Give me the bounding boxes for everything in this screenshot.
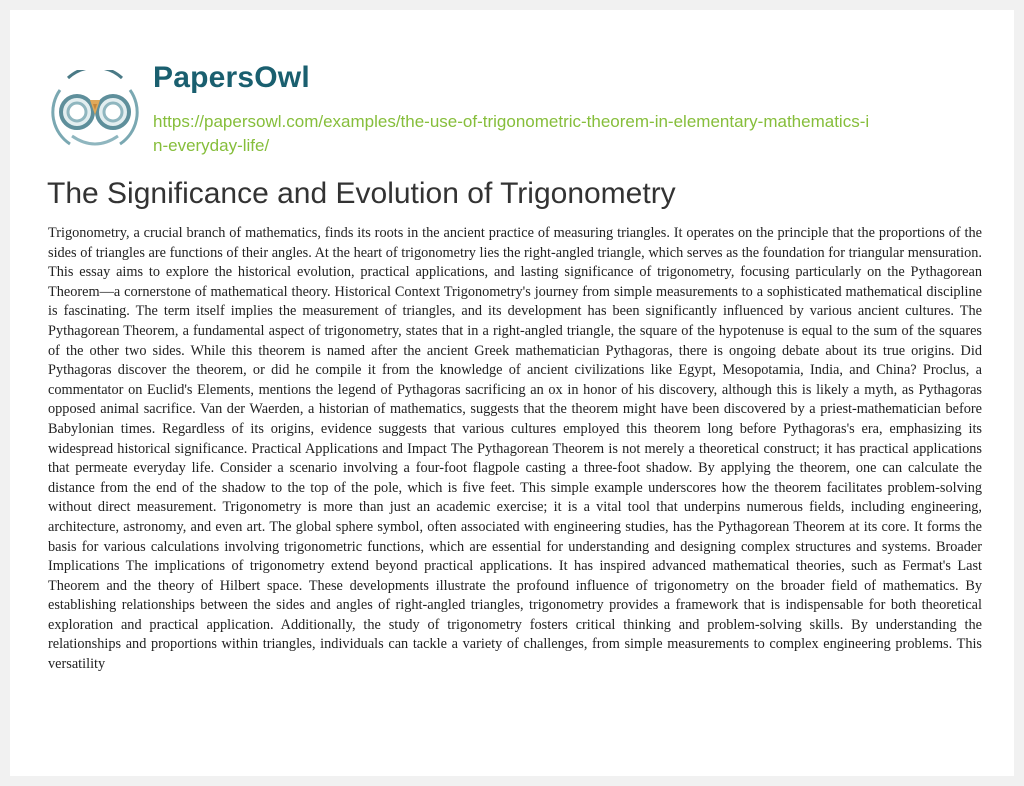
article-title: The Significance and Evolution of Trigonometry <box>47 177 676 210</box>
document-page <box>10 10 1014 776</box>
owl-icon <box>50 70 140 160</box>
source-url-link[interactable]: https://papersowl.com/examples/the-use-of-trigonometric-theorem-in-elementary-mathematics-in-everyday-life/ <box>153 112 870 155</box>
page-header <box>10 10 1014 155</box>
article-body: Trigonometry, a crucial branch of mathematics, finds its roots in the ancient practice of measuring triangles. It operates on the principle that the proportions of the sides of triangles are functions of their angles. At the heart of trigonometry lies the right-angled triangle, which serves as the foundation for triangular mensuration. This essay aims to explore the historical evolution, practical applications, and lasting significance of trigonometry, focusing particularly on the Pythagorean Theorem—a cornerstone of mathematical theory. Historical Context Trigonometry's journey from simple measurements to a sophisticated mathematical discipline is fascinating. The term itself implies the measurement of triangles, and its development has been significantly influenced by various ancient cultures. The Pythagorean Theorem, a fundamental aspect of trigonometry, states that in a right-angled triangle, the square of the hypotenuse is equal to the sum of the squares of the other two sides. While this theorem is named after the ancient Greek mathematician Pythagoras, there is ongoing debate about its true origins. Did Pythagoras discover the theorem, or did he compile it from the knowledge of ancient civilizations like Egypt, Mesopotamia, India, and China? Proclus, a commentator on Euclid's Elements, mentions the legend of Pythagoras sacrificing an ox in honor of his discovery, although this is likely a myth, as Pythagoras opposed animal sacrifice. Van der Waerden, a historian of mathematics, suggests that the theorem might have been discovered by a priest-mathematician before Babylonian times. Regardless of its origins, evidence suggests that various cultures employed this theorem long before Pythagoras's era, emphasizing its widespread historical significance. Practical Applications and Impact The Pythagorean Theorem is not merely a theoretical construct; it has practical applications that permeate everyday life. Consider a scenario involving a four-foot flagpole casting a three-foot shadow. By applying the theorem, one can calculate the distance from the end of the shadow to the top of the pole, which is five feet. This simple example underscores how the theorem facilitates problem-solving without direct measurement. Trigonometry is more than just an academic exercise; it is a vital tool that underpins numerous fields, including engineering, architecture, astronomy, and even art. The global sphere symbol, often associated with engineering studies, has the Pythagorean Theorem at its core. It forms the basis for various calculations involving trigonometric functions, which are essential for understanding and designing complex structures and systems. Broader Implications The implications of trigonometry extend beyond practical applications. It has inspired advanced mathematical theories, such as Fermat's Last Theorem and the theory of Hilbert space. These developments illustrate the profound influence of trigonometry on the broader field of mathematics. By establishing relationships between the sides and angles of right-angled triangles, trigonometry provides a framework that is indispensable for both theoretical exploration and practical application. Additionally, the study of trigonometry fosters critical thinking and problem-solving skills. By understanding the relationships and proportions within triangles, individuals can tackle a variety of challenges, from simple measurements to complex engineering problems. This versatility <box>48 225 982 673</box>
brand-name: PapersOwl <box>153 61 310 94</box>
